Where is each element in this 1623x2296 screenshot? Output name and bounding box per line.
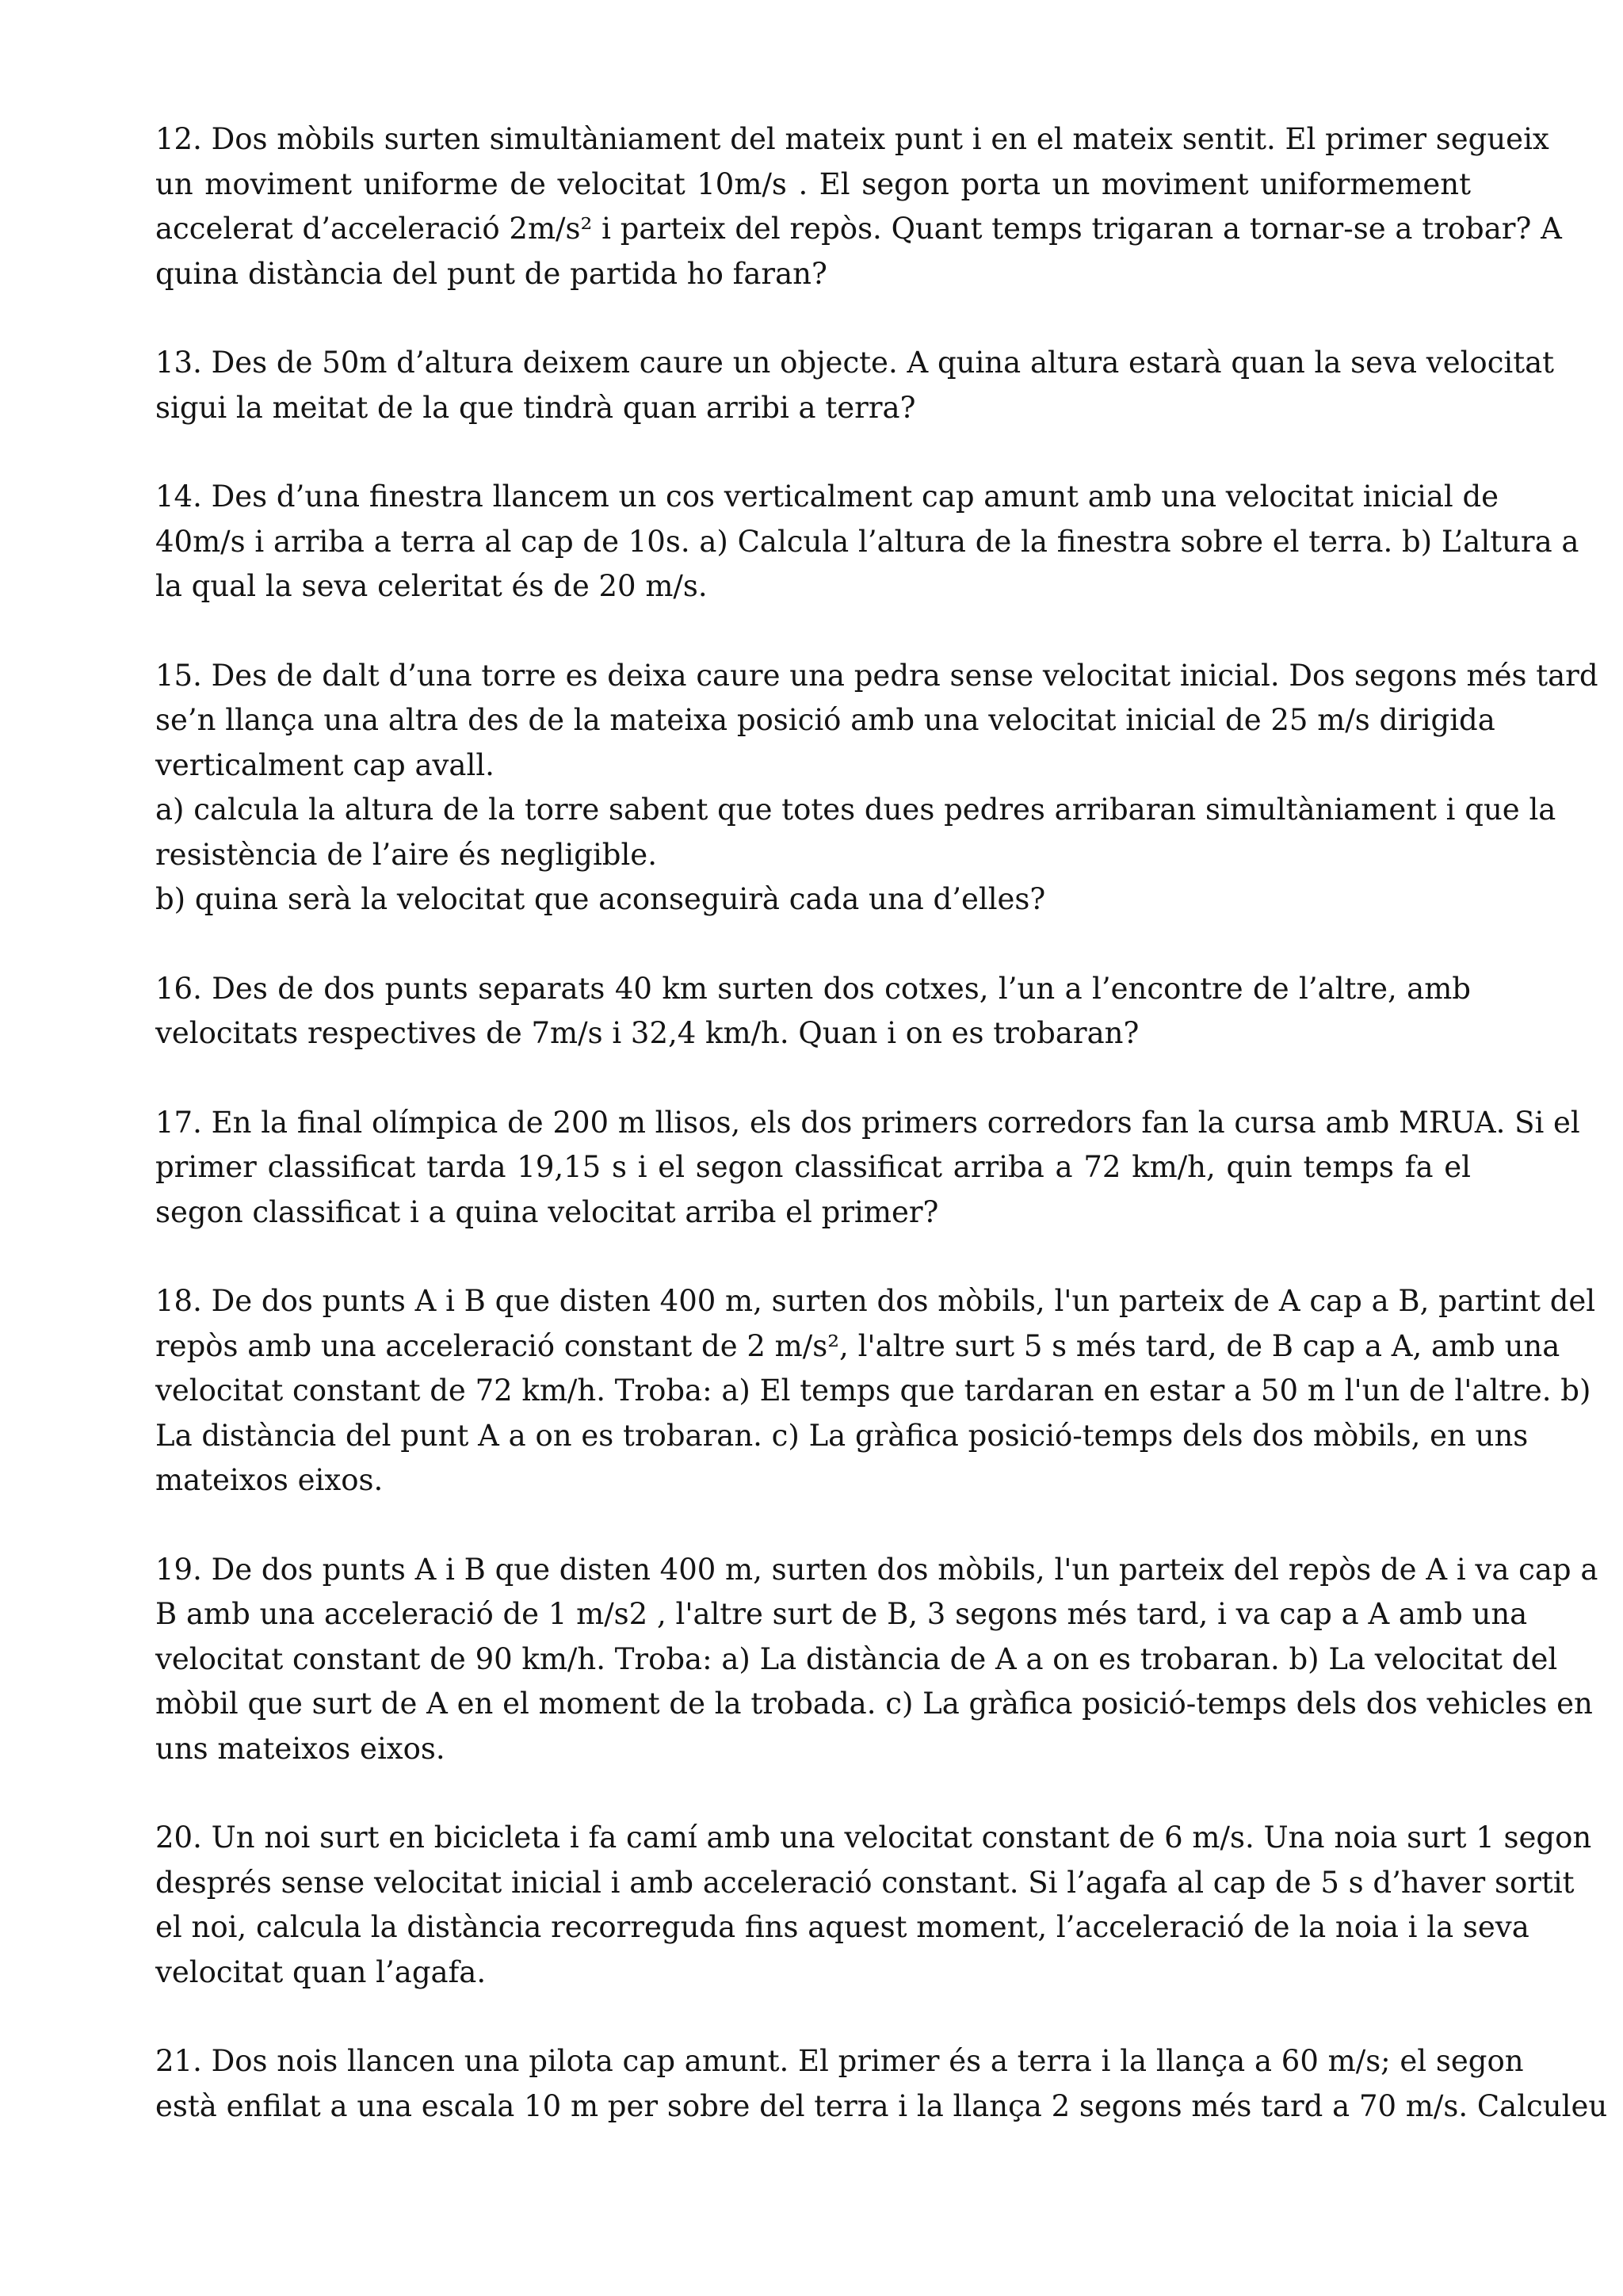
text-line: està enfilat a una escala 10 m per sobre del terra i la llança 2 segons més tard a 70 m/s. Calculeu	[155, 2088, 1608, 2123]
text-line: resistència de l’aire és negligible.	[155, 837, 657, 872]
document-page	[155, 117, 1608, 2173]
text-line: 19. De dos punts A i B que disten 400 m, surten dos mòbils, l'un parteix del repòs de A i va cap a	[155, 1552, 1598, 1587]
problem-19	[155, 1548, 1598, 1772]
text-line: La distància del punt A a on es trobaran. c) La gràfica posició-temps dels dos mòbils, en uns	[155, 1418, 1529, 1453]
text-line: velocitat constant de 90 km/h. Troba: a) La distància de A a on es trobaran. b) La velocitat del	[155, 1641, 1558, 1676]
text-line: quina distància del punt de partida ho faran?	[155, 256, 827, 291]
text-line: el noi, calcula la distància recorreguda fins aquest moment, l’acceleració de la noia i la seva	[155, 1910, 1529, 1944]
text-line: se’n llança una altra des de la mateixa posició amb una velocitat inicial de 25 m/s dirigida	[155, 703, 1495, 737]
text-line: 13. Des de 50m d’altura deixem caure un objecte. A quina altura estarà quan la seva velocitat	[155, 346, 1555, 380]
text-line: primer classificat tarda 19,15 s i el segon classificat arriba a 72 km/h, quin temps fa el	[155, 1150, 1471, 1184]
text-line: 20. Un noi surt en bicicleta i fa camí amb una velocitat constant de 6 m/s. Una noia surt 1 segon	[155, 1820, 1592, 1855]
text-line: 17. En la final olímpica de 200 m llisos, els dos primers corredors fan la cursa amb MRUA. Si el	[155, 1105, 1580, 1140]
text-line: 12. Dos mòbils surten simultàniament del mateix punt i en el mateix sentit. El primer segueix	[155, 122, 1549, 156]
problem-13	[155, 341, 1555, 430]
text-line: verticalment cap avall.	[155, 747, 495, 782]
text-line: segon classificat i a quina velocitat arriba el primer?	[155, 1194, 939, 1229]
problem-21	[155, 2039, 1608, 2129]
text-line: 21. Dos nois llancen una pilota cap amunt. El primer és a terra i la llança a 60 m/s; el segon	[155, 2044, 1524, 2078]
text-line: b) quina serà la velocitat que aconseguirà cada una d’elles?	[155, 882, 1046, 916]
text-line: velocitats respectives de 7m/s i 32,4 km/h. Quan i on es trobaran?	[155, 1016, 1140, 1050]
text-line: 16. Des de dos punts separats 40 km surten dos cotxes, l’un a l’encontre de l’altre, amb	[155, 971, 1471, 1006]
text-line: a) calcula la altura de la torre sabent que totes dues pedres arribaran simultàniament i que la	[155, 793, 1556, 827]
text-line: un moviment uniforme de velocitat 10m/s . El segon porta un moviment uniformement	[155, 166, 1471, 201]
text-line: mòbil que surt de A en el moment de la trobada. c) La gràfica posició-temps dels dos vehicles en	[155, 1687, 1593, 1721]
text-line: velocitat constant de 72 km/h. Troba: a) El temps que tardaran en estar a 50 m l'un de l'altre. b)	[155, 1373, 1591, 1408]
text-line: mateixos eixos.	[155, 1463, 384, 1497]
text-line: després sense velocitat inicial i amb acceleració constant. Si l’agafa al cap de 5 s d’haver sortit	[155, 1865, 1575, 1900]
text-line: uns mateixos eixos.	[155, 1731, 445, 1766]
text-line: 18. De dos punts A i B que disten 400 m, surten dos mòbils, l'un parteix de A cap a B, partint del	[155, 1284, 1596, 1318]
text-line: 14. Des d’una finestra llancem un cos verticalment cap amunt amb una velocitat inicial de	[155, 479, 1499, 514]
problem-12	[155, 117, 1562, 296]
problem-15	[155, 654, 1598, 923]
text-line: la qual la seva celeritat és de 20 m/s.	[155, 569, 708, 603]
problem-17	[155, 1101, 1580, 1236]
text-line: repòs amb una acceleració constant de 2 m/s², l'altre surt 5 s més tard, de B cap a A, amb una	[155, 1328, 1560, 1363]
text-line: B amb una acceleració de 1 m/s2 , l'altre surt de B, 3 segons més tard, i va cap a A amb una	[155, 1597, 1528, 1631]
text-line: velocitat quan l’agafa.	[155, 1954, 487, 1989]
problem-18	[155, 1279, 1596, 1503]
problem-16	[155, 967, 1471, 1056]
text-line: 15. Des de dalt d’una torre es deixa caure una pedra sense velocitat inicial. Dos segons més tard	[155, 658, 1598, 693]
text-line: 40m/s i arriba a terra al cap de 10s. a) Calcula l’altura de la finestra sobre el terra. b) L’altura a	[155, 524, 1579, 559]
problem-20	[155, 1816, 1592, 1995]
problem-14	[155, 475, 1579, 609]
text-line: accelerat d’acceleració 2m/s² i parteix del repòs. Quant temps trigaran a tornar-se a trobar? A	[155, 212, 1562, 246]
text-line: sigui la meitat de la que tindrà quan arribi a terra?	[155, 390, 916, 425]
